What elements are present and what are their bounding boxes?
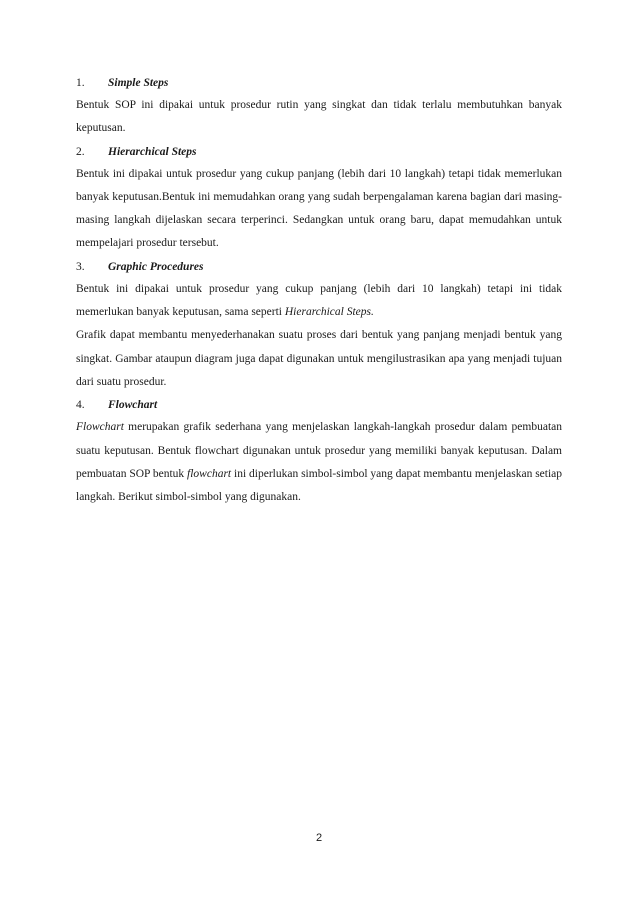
- italic-text: Hierarchical Steps.: [284, 306, 374, 319]
- section-title: Hierarchical Steps: [108, 145, 197, 158]
- paragraph-text: Bentuk ini dipakai untuk prosedur yang cukup panjang (lebih dari 10 langkah) tetapi tidak memerlukan banyak keputusan.Bentuk ini memudahkan orang yang sudah berpengalaman karena bagian dari masing-masing langkah dijelaskan secara terperinci. Sedangkan untuk orang baru, dapat memudahkan untuk mempelajari prosedur tersebut.: [76, 167, 562, 250]
- section-paragraph: [76, 324, 562, 394]
- section-title: Flowchart: [108, 399, 158, 412]
- section-heading: [76, 394, 562, 416]
- page-number: 2: [315, 832, 323, 844]
- section-number: 3.: [76, 260, 85, 273]
- document-body: [76, 72, 562, 509]
- section-paragraph: [76, 163, 562, 256]
- italic-text: flowchart: [187, 467, 232, 480]
- italic-text: Flowchart: [76, 421, 124, 434]
- section-paragraph: [76, 94, 562, 141]
- paragraph-text: Bentuk ini dipakai untuk prosedur yang cukup panjang (lebih dari 10 langkah) tetapi ini tidak memerlukan banyak keputusan, sama seperti: [76, 282, 562, 319]
- section-number: 4.: [76, 399, 85, 412]
- section-heading: [76, 72, 562, 94]
- paragraph-text: merupakan grafik sederhana yang menjelaskan langkah-langkah prosedur dalam pembuatan suatu keputusan. Bentuk flowchart digunakan untuk prosedur yang memiliki banyak keputusan. Dalam pembuatan SOP bentuk: [76, 421, 562, 480]
- paragraph-text: Bentuk SOP ini dipakai untuk prosedur rutin yang singkat dan tidak terlalu membutuhkan banyak keputusan.: [76, 99, 562, 135]
- section-title: Graphic Procedures: [108, 260, 204, 273]
- paragraph-text: ini diperlukan simbol-simbol yang dapat membantu menjelaskan setiap langkah. Berikut simbol-simbol yang digunakan.: [76, 467, 563, 504]
- section-paragraph: [76, 278, 562, 325]
- section-heading: [76, 256, 562, 278]
- section-paragraph: [76, 416, 562, 509]
- section-number: 1.: [76, 77, 85, 89]
- section-title: Simple Steps: [108, 77, 169, 89]
- section-heading: [76, 141, 562, 163]
- paragraph-text: Grafik dapat membantu menyederhanakan suatu proses dari bentuk yang panjang menjadi bentuk yang singkat. Gambar ataupun diagram juga dapat digunakan untuk mengilustrasikan apa yang menjadi tujuan dari suatu prosedur.: [76, 329, 562, 388]
- section-number: 2.: [76, 145, 85, 158]
